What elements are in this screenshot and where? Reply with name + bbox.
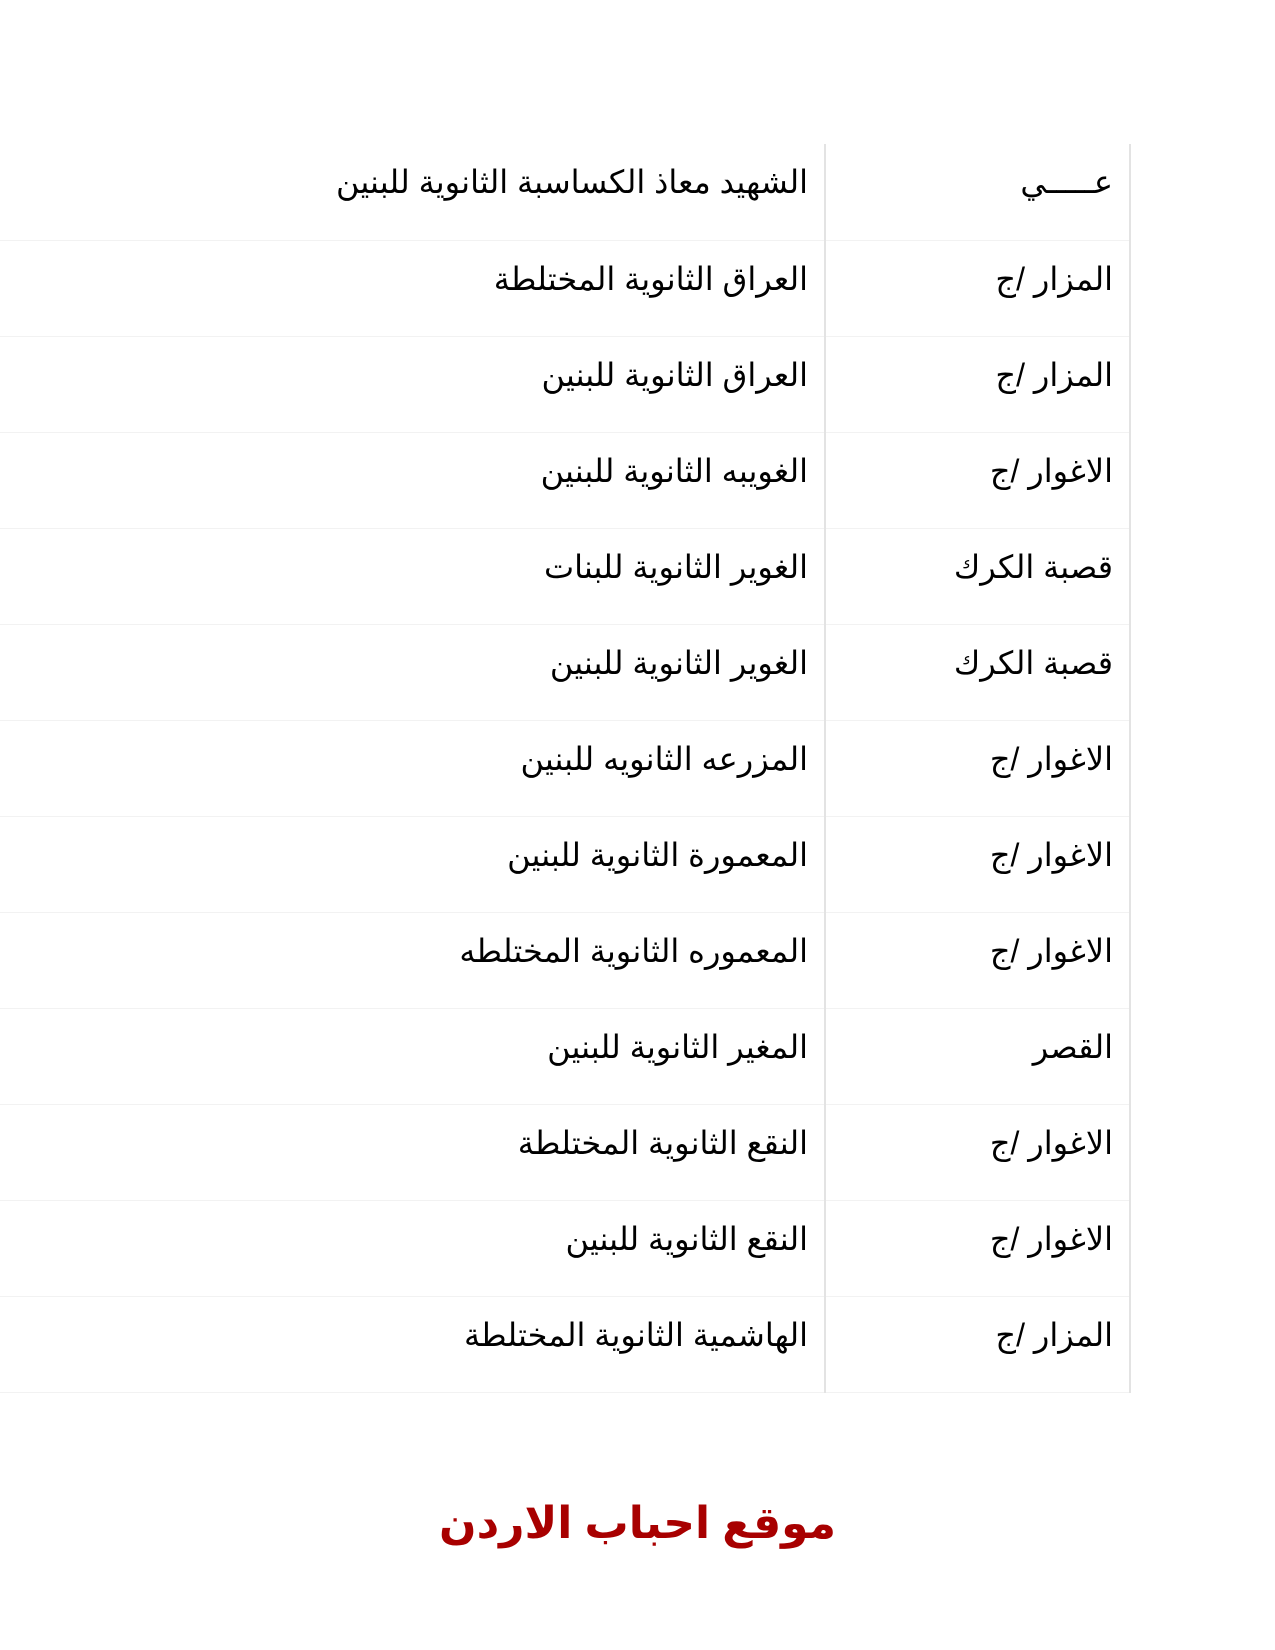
region-cell: الاغوار /ج [825,720,1130,816]
table-row [0,1296,1130,1392]
region-cell: الاغوار /ج [825,1200,1130,1296]
school-cell: المعموره الثانوية المختلطه [0,912,825,1008]
region-cell: الاغوار /ج [825,1104,1130,1200]
region-cell: قصبة الكرك [825,528,1130,624]
table-row [0,912,1130,1008]
school-cell: الغويبه الثانوية للبنين [0,432,825,528]
table-row [0,144,1130,240]
table-row [0,1104,1130,1200]
region-cell: عـــــي [825,144,1130,240]
table-row [0,720,1130,816]
school-cell: المزرعه الثانويه للبنين [0,720,825,816]
table-row [0,1200,1130,1296]
region-cell: الاغوار /ج [825,912,1130,1008]
site-name-footer: موقع احباب الاردن [439,1499,836,1548]
school-cell: العراق الثانوية المختلطة [0,240,825,336]
table-row [0,240,1130,336]
table-row [0,1008,1130,1104]
school-cell: الغوير الثانوية للبنات [0,528,825,624]
region-cell: قصبة الكرك [825,624,1130,720]
school-cell: النقع الثانوية للبنين [0,1200,825,1296]
school-cell: الهاشمية الثانوية المختلطة [0,1296,825,1392]
region-cell: المزار /ج [825,1296,1130,1392]
school-cell: المعمورة الثانوية للبنين [0,816,825,912]
school-cell: المغير الثانوية للبنين [0,1008,825,1104]
table-row [0,528,1130,624]
school-cell: الغوير الثانوية للبنين [0,624,825,720]
table-row [0,336,1130,432]
schools-table-body [0,144,1130,1392]
table-row [0,816,1130,912]
region-cell: الاغوار /ج [825,816,1130,912]
table-row [0,624,1130,720]
region-cell: الاغوار /ج [825,432,1130,528]
schools-table [0,144,1131,1393]
region-cell: القصر [825,1008,1130,1104]
school-cell: النقع الثانوية المختلطة [0,1104,825,1200]
region-cell: المزار /ج [825,240,1130,336]
region-cell: المزار /ج [825,336,1130,432]
table-row [0,432,1130,528]
school-cell: الشهيد معاذ الكساسبة الثانوية للبنين [0,144,825,240]
school-cell: العراق الثانوية للبنين [0,336,825,432]
